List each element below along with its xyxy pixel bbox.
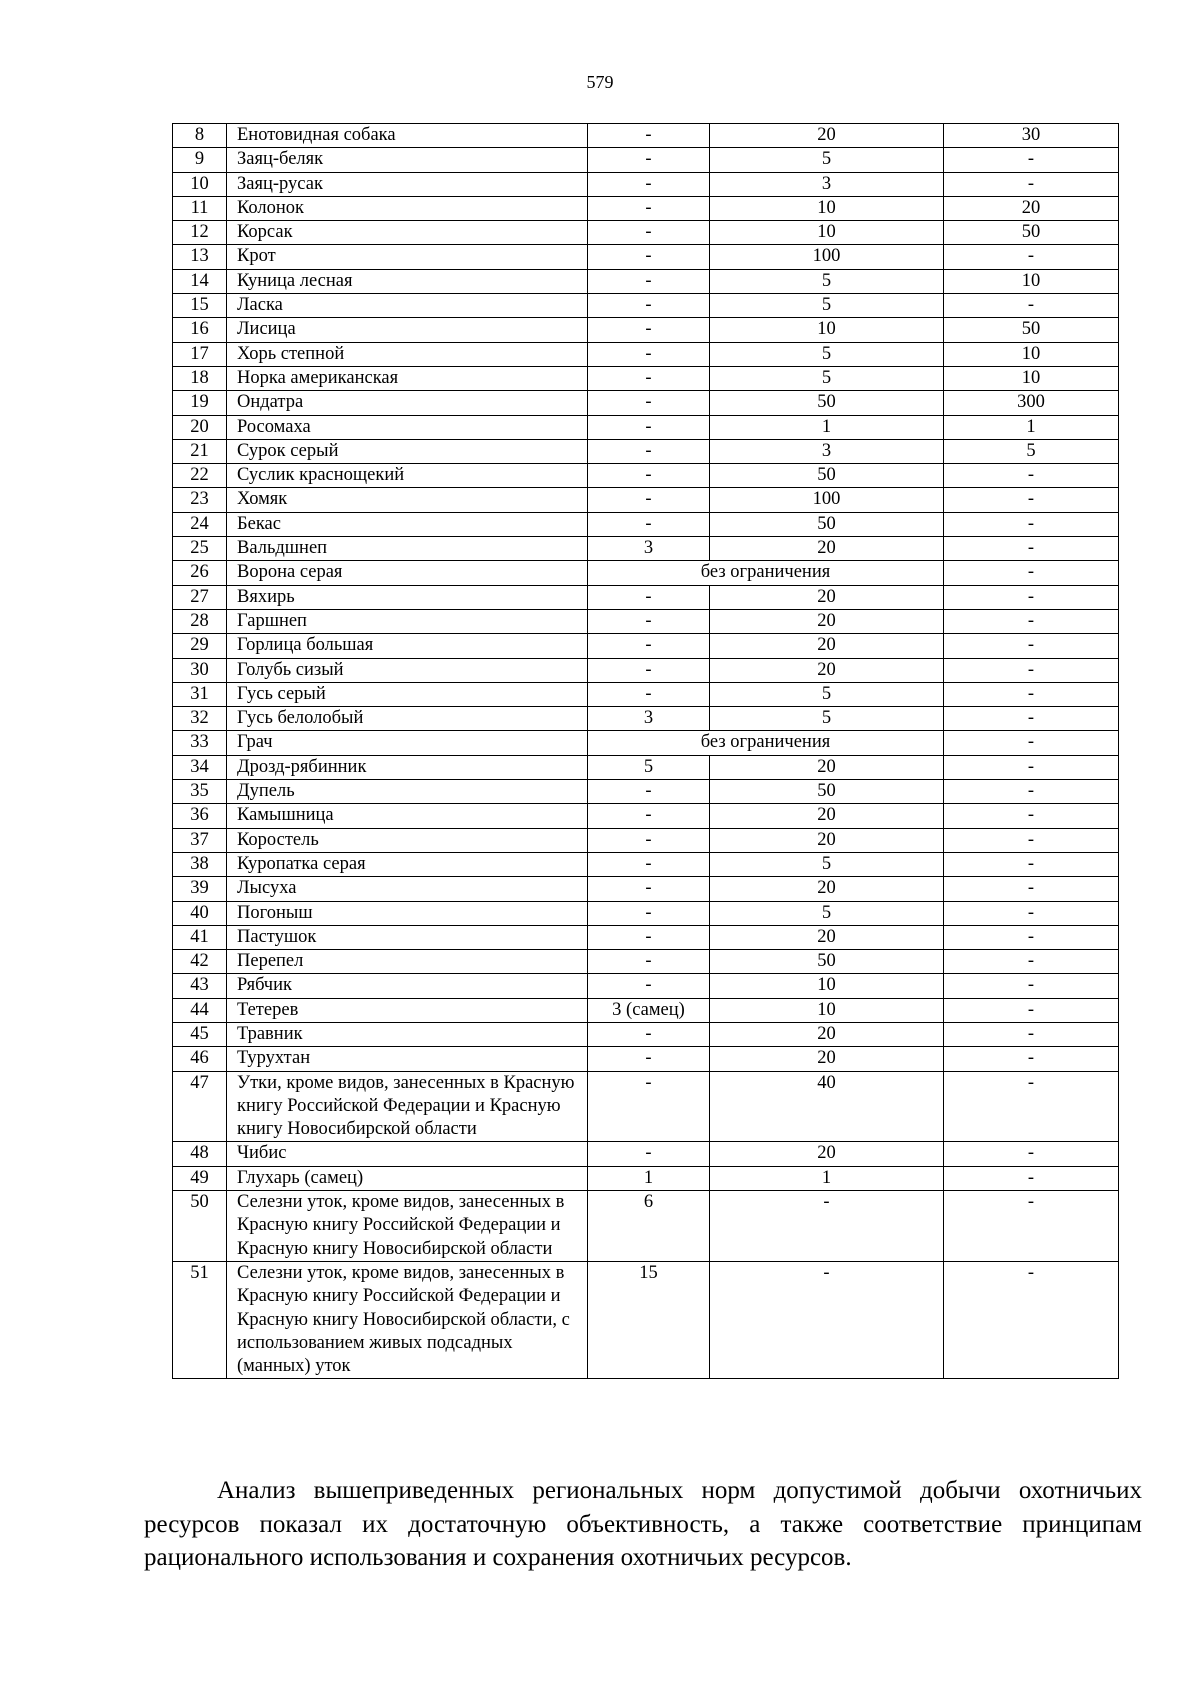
table-row [173,634,1119,658]
col5-value-cell: - [944,609,1119,633]
row-number-cell: 48 [173,1142,227,1166]
col3-value-cell: 1 [588,1166,710,1190]
table-row [173,245,1119,269]
col4-value-cell: 10 [710,318,944,342]
col4-value-cell: 50 [710,780,944,804]
table-row [173,1022,1119,1046]
col3-value-cell: - [588,634,710,658]
col3-value-cell: - [588,780,710,804]
col5-value-cell: 20 [944,196,1119,220]
col4-value-cell: 100 [710,245,944,269]
col3-value-cell: - [588,804,710,828]
table-row [173,1071,1119,1142]
species-name-cell: Суслик краснощекий [227,464,588,488]
col4-value-cell: 20 [710,658,944,682]
row-number-cell: 14 [173,269,227,293]
species-name-cell: Гусь серый [227,682,588,706]
col4-value-cell: 10 [710,221,944,245]
col5-value-cell: - [944,780,1119,804]
table-row [173,148,1119,172]
col5-value-cell: - [944,707,1119,731]
col4-value-cell: 5 [710,294,944,318]
col3-value-cell: - [588,439,710,463]
species-name-cell: Норка американская [227,366,588,390]
table-row [173,512,1119,536]
species-name-cell: Селезни уток, кроме видов, занесенных в Красную книгу Российской Федерации и Красную книгу Новосибирской области [227,1191,588,1262]
species-name-cell: Рябчик [227,974,588,998]
row-number-cell: 12 [173,221,227,245]
row-number-cell: 49 [173,1166,227,1190]
col3-value-cell: - [588,682,710,706]
col3-value-cell: - [588,342,710,366]
col4-value-cell: 5 [710,682,944,706]
col3-value-cell: - [588,828,710,852]
species-name-cell: Заяц-русак [227,172,588,196]
species-name-cell: Пастушок [227,925,588,949]
row-number-cell: 41 [173,925,227,949]
col5-value-cell: - [944,950,1119,974]
row-number-cell: 10 [173,172,227,196]
col5-value-cell: 10 [944,342,1119,366]
table-row [173,464,1119,488]
table-row [173,318,1119,342]
col3-value-cell: - [588,609,710,633]
row-number-cell: 13 [173,245,227,269]
col3-value-cell: - [588,512,710,536]
table-row [173,974,1119,998]
species-name-cell: Камышница [227,804,588,828]
species-name-cell: Колонок [227,196,588,220]
table-row [173,585,1119,609]
table-row [173,852,1119,876]
row-number-cell: 43 [173,974,227,998]
col4-value-cell: 5 [710,148,944,172]
col3-value-cell: - [588,245,710,269]
table-row [173,172,1119,196]
table-row [173,682,1119,706]
table-row [173,609,1119,633]
col3-value-cell: - [588,391,710,415]
row-number-cell: 47 [173,1071,227,1142]
col3-value-cell: - [588,901,710,925]
col5-value-cell: - [944,974,1119,998]
row-number-cell: 30 [173,658,227,682]
col5-value-cell: - [944,852,1119,876]
col5-value-cell: - [944,804,1119,828]
col3-value-cell: 15 [588,1261,710,1378]
row-number-cell: 11 [173,196,227,220]
row-number-cell: 42 [173,950,227,974]
row-number-cell: 37 [173,828,227,852]
col4-value-cell: 20 [710,828,944,852]
table-row [173,415,1119,439]
col3-value-cell: - [588,148,710,172]
col5-value-cell: - [944,755,1119,779]
table-row [173,998,1119,1022]
species-name-cell: Голубь сизый [227,658,588,682]
row-number-cell: 15 [173,294,227,318]
col5-value-cell: - [944,731,1119,755]
col3-value-cell: 3 [588,707,710,731]
row-number-cell: 21 [173,439,227,463]
col4-value-cell: 3 [710,172,944,196]
species-name-cell: Бекас [227,512,588,536]
col5-value-cell: - [944,172,1119,196]
col4-value-cell: 10 [710,974,944,998]
row-number-cell: 27 [173,585,227,609]
col4-value-cell: 1 [710,1166,944,1190]
table-row [173,269,1119,293]
row-number-cell: 34 [173,755,227,779]
row-number-cell: 28 [173,609,227,633]
species-name-cell: Вяхирь [227,585,588,609]
col3-value-cell: 6 [588,1191,710,1262]
table-row [173,950,1119,974]
col3-value-cell: - [588,172,710,196]
row-number-cell: 31 [173,682,227,706]
row-number-cell: 50 [173,1191,227,1262]
col4-value-cell: 40 [710,1071,944,1142]
hunting-norms-table [172,123,1119,1379]
col4-value-cell: 5 [710,901,944,925]
col4-value-cell: - [710,1191,944,1262]
row-number-cell: 35 [173,780,227,804]
col5-value-cell: - [944,1071,1119,1142]
col3-value-cell: 5 [588,755,710,779]
col3-value-cell: - [588,294,710,318]
col4-value-cell: 10 [710,998,944,1022]
col3-value-cell: - [588,585,710,609]
table-row [173,877,1119,901]
species-name-cell: Куница лесная [227,269,588,293]
row-number-cell: 25 [173,537,227,561]
col4-value-cell: 20 [710,609,944,633]
col5-value-cell: - [944,828,1119,852]
species-name-cell: Горлица большая [227,634,588,658]
col5-value-cell: - [944,1022,1119,1046]
table-row [173,804,1119,828]
col5-value-cell: - [944,464,1119,488]
table-row [173,1261,1119,1378]
species-name-cell: Ворона серая [227,561,588,585]
col4-value-cell: - [710,1261,944,1378]
col5-value-cell: - [944,1191,1119,1262]
species-name-cell: Ласка [227,294,588,318]
col3-value-cell: - [588,488,710,512]
table-row [173,221,1119,245]
col3-value-cell: - [588,1071,710,1142]
table-row [173,1166,1119,1190]
col5-value-cell: - [944,1047,1119,1071]
col5-value-cell: 300 [944,391,1119,415]
table-row [173,828,1119,852]
row-number-cell: 24 [173,512,227,536]
col3-value-cell: - [588,1142,710,1166]
col4-value-cell: 20 [710,925,944,949]
table-row [173,901,1119,925]
merged-value-cell: без ограничения [588,731,944,755]
row-number-cell: 45 [173,1022,227,1046]
species-name-cell: Перепел [227,950,588,974]
col4-value-cell: 20 [710,634,944,658]
row-number-cell: 32 [173,707,227,731]
table-row [173,196,1119,220]
col5-value-cell: - [944,488,1119,512]
col4-value-cell: 5 [710,707,944,731]
col4-value-cell: 20 [710,1047,944,1071]
col3-value-cell: - [588,464,710,488]
row-number-cell: 39 [173,877,227,901]
row-number-cell: 8 [173,124,227,148]
col5-value-cell: - [944,537,1119,561]
row-number-cell: 44 [173,998,227,1022]
species-name-cell: Дупель [227,780,588,804]
col3-value-cell: - [588,318,710,342]
col3-value-cell: - [588,974,710,998]
col4-value-cell: 50 [710,950,944,974]
col4-value-cell: 3 [710,439,944,463]
row-number-cell: 36 [173,804,227,828]
species-name-cell: Тетерев [227,998,588,1022]
species-name-cell: Гусь белолобый [227,707,588,731]
species-name-cell: Погоныш [227,901,588,925]
col4-value-cell: 20 [710,124,944,148]
row-number-cell: 18 [173,366,227,390]
col3-value-cell: 3 [588,537,710,561]
table-row [173,658,1119,682]
col4-value-cell: 20 [710,755,944,779]
row-number-cell: 17 [173,342,227,366]
row-number-cell: 19 [173,391,227,415]
species-name-cell: Хорь степной [227,342,588,366]
col4-value-cell: 20 [710,1022,944,1046]
species-name-cell: Крот [227,245,588,269]
col5-value-cell: 10 [944,366,1119,390]
col3-value-cell: - [588,877,710,901]
row-number-cell: 38 [173,852,227,876]
species-name-cell: Травник [227,1022,588,1046]
col5-value-cell: - [944,877,1119,901]
table-row [173,439,1119,463]
species-name-cell: Гаршнеп [227,609,588,633]
col5-value-cell: - [944,998,1119,1022]
row-number-cell: 46 [173,1047,227,1071]
col4-value-cell: 20 [710,585,944,609]
col3-value-cell: - [588,415,710,439]
row-number-cell: 33 [173,731,227,755]
conclusion-paragraph: Анализ вышеприведенных региональных норм допустимой добычи охотничьих ресурсов показал их достаточную объективность, а также соответствие принципам рационального использования и сохранения охотничьих ресурсов. [144,1477,1142,1571]
table-row [173,294,1119,318]
table-row [173,755,1119,779]
col3-value-cell: - [588,658,710,682]
col4-value-cell: 5 [710,342,944,366]
col5-value-cell: - [944,561,1119,585]
col5-value-cell: - [944,245,1119,269]
col4-value-cell: 5 [710,366,944,390]
col5-value-cell: - [944,294,1119,318]
row-number-cell: 40 [173,901,227,925]
col4-value-cell: 20 [710,877,944,901]
col4-value-cell: 5 [710,852,944,876]
col5-value-cell: - [944,1142,1119,1166]
col3-value-cell: - [588,124,710,148]
col4-value-cell: 20 [710,804,944,828]
col5-value-cell: 50 [944,221,1119,245]
species-name-cell: Утки, кроме видов, занесенных в Красную книгу Российской Федерации и Красную книгу Новосибирской области [227,1071,588,1142]
table-row [173,391,1119,415]
table-row [173,561,1119,585]
table-body [173,124,1119,1379]
row-number-cell: 29 [173,634,227,658]
species-name-cell: Лысуха [227,877,588,901]
col4-value-cell: 20 [710,537,944,561]
col3-value-cell: - [588,269,710,293]
col4-value-cell: 20 [710,1142,944,1166]
col5-value-cell: - [944,925,1119,949]
col5-value-cell: - [944,634,1119,658]
species-name-cell: Турухтан [227,1047,588,1071]
species-name-cell: Енотовидная собака [227,124,588,148]
species-name-cell: Вальдшнеп [227,537,588,561]
col5-value-cell: - [944,1261,1119,1378]
col5-value-cell: - [944,148,1119,172]
col4-value-cell: 5 [710,269,944,293]
col3-value-cell: - [588,950,710,974]
table-row [173,537,1119,561]
col5-value-cell: - [944,585,1119,609]
col5-value-cell: - [944,658,1119,682]
col3-value-cell: - [588,366,710,390]
row-number-cell: 51 [173,1261,227,1378]
table-row [173,1191,1119,1262]
merged-value-cell: без ограничения [588,561,944,585]
col5-value-cell: - [944,512,1119,536]
row-number-cell: 20 [173,415,227,439]
page-number: 579 [586,72,614,92]
col3-value-cell: - [588,196,710,220]
species-name-cell: Селезни уток, кроме видов, занесенных в Красную книгу Российской Федерации и Красную книгу Новосибирской области, с использованием живых подсадных (манных) уток [227,1261,588,1378]
col4-value-cell: 50 [710,464,944,488]
row-number-cell: 26 [173,561,227,585]
row-number-cell: 9 [173,148,227,172]
species-name-cell: Коростель [227,828,588,852]
col4-value-cell: 10 [710,196,944,220]
col5-value-cell: 10 [944,269,1119,293]
col3-value-cell: - [588,852,710,876]
species-name-cell: Сурок серый [227,439,588,463]
species-name-cell: Чибис [227,1142,588,1166]
col4-value-cell: 100 [710,488,944,512]
col5-value-cell: 5 [944,439,1119,463]
col4-value-cell: 50 [710,391,944,415]
table-row [173,925,1119,949]
table-row [173,1047,1119,1071]
col5-value-cell: 1 [944,415,1119,439]
col5-value-cell: - [944,901,1119,925]
table-row [173,488,1119,512]
species-name-cell: Росомаха [227,415,588,439]
species-name-cell: Куропатка серая [227,852,588,876]
species-name-cell: Глухарь (самец) [227,1166,588,1190]
table-row [173,342,1119,366]
row-number-cell: 22 [173,464,227,488]
col4-value-cell: 50 [710,512,944,536]
table-row [173,124,1119,148]
row-number-cell: 16 [173,318,227,342]
species-name-cell: Корсак [227,221,588,245]
col3-value-cell: - [588,1022,710,1046]
col3-value-cell: 3 (самец) [588,998,710,1022]
table-row [173,780,1119,804]
species-name-cell: Лисица [227,318,588,342]
species-name-cell: Грач [227,731,588,755]
table-row [173,366,1119,390]
species-name-cell: Дрозд-рябинник [227,755,588,779]
col3-value-cell: - [588,925,710,949]
table-row [173,731,1119,755]
col5-value-cell: 50 [944,318,1119,342]
row-number-cell: 23 [173,488,227,512]
col5-value-cell: - [944,682,1119,706]
species-name-cell: Заяц-беляк [227,148,588,172]
col4-value-cell: 1 [710,415,944,439]
col5-value-cell: 30 [944,124,1119,148]
table-row [173,707,1119,731]
table-row [173,1142,1119,1166]
species-name-cell: Хомяк [227,488,588,512]
col3-value-cell: - [588,221,710,245]
species-name-cell: Ондатра [227,391,588,415]
col3-value-cell: - [588,1047,710,1071]
col5-value-cell: - [944,1166,1119,1190]
